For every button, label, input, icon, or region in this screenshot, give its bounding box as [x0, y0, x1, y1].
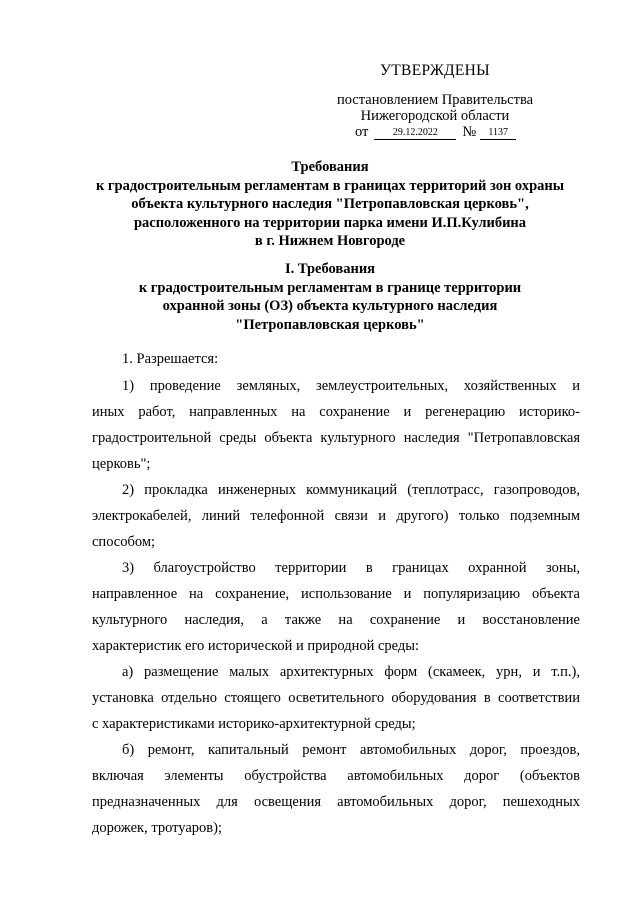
paragraph-line: электрокабелей, линий телефонной связи и другого) только подземным — [92, 508, 580, 524]
paragraph-line: церковь"; — [92, 456, 151, 472]
main-heading-line: Требования — [291, 159, 369, 175]
section-heading-line: к градостроительным регламентам в границе территории — [138, 279, 522, 296]
paragraph-line: 3) благоустройство территории в границах охранной зоны, — [122, 560, 580, 576]
paragraph-1 — [92, 373, 580, 399]
section-heading-line: охранной зоны (ОЗ) объекта культурного наследия — [162, 298, 498, 314]
paragraph-line: включая элементы обустройства автомобильных дорог (объектов — [92, 768, 580, 784]
paragraph-line: иных работ, направленных на сохранение и регенерацию историко- — [92, 404, 580, 420]
approval-number: 1137 — [480, 127, 516, 140]
section-heading — [60, 260, 600, 334]
paragraph-line: способом; — [92, 534, 156, 550]
paragraph-line: культурного наследия, а также на сохранение и восстановление — [92, 612, 580, 628]
paragraph-line: направленное на сохранение, использование и популяризацию объекта — [92, 586, 580, 602]
section-heading-line: I. Требования — [284, 261, 376, 277]
approval-title: УТВЕРЖДЕНЫ — [380, 62, 490, 79]
paragraph-3 — [92, 555, 580, 659]
approval-date: 29.12.2022 — [374, 127, 456, 140]
main-heading-line: расположенного на территории парка имени И.П.Кулибина — [133, 214, 527, 231]
approval-line-2: Нижегородской области — [360, 108, 510, 124]
approval-line-1: постановлением Правительства — [336, 92, 534, 108]
paragraph-line: с характеристиками историко-архитектурной среды; — [92, 716, 416, 732]
item-1 — [92, 346, 580, 372]
paragraph-line: характеристик его исторической и природной среды: — [92, 638, 420, 654]
paragraph-a — [92, 659, 580, 737]
paragraph-line: предназначенных для освещения автомобильных дорог, пешеходных — [92, 794, 580, 810]
paragraph-2 — [92, 477, 580, 555]
approval-date-row — [355, 124, 516, 141]
main-heading-line: к градостроительным регламентам в границах территорий зон охраны — [95, 177, 565, 194]
paragraph-line: дорожек, тротуаров); — [92, 820, 222, 836]
paragraph-line: 1. Разрешается: — [122, 351, 219, 367]
date-prefix: от — [355, 124, 369, 140]
paragraph-line: 1) проведение земляных, землеустроительных, хозяйственных и — [122, 378, 580, 394]
main-heading-line: объекта культурного наследия "Петропавловская церковь", — [131, 196, 529, 212]
main-heading — [60, 158, 600, 251]
paragraph-line: б) ремонт, капитальный ремонт автомобильных дорог, проездов, — [122, 742, 580, 758]
paragraph-line: а) размещение малых архитектурных форм (скамеек, урн, и т.п.), — [122, 664, 580, 680]
section-heading-line: "Петропавловская церковь" — [235, 316, 425, 333]
main-heading-line: в г. Нижнем Новгороде — [254, 233, 406, 249]
paragraph-1-cont — [92, 399, 580, 477]
paragraph-line: градостроительной среды объекта культурного наследия "Петропавловская — [92, 430, 580, 446]
number-sign: № — [462, 124, 477, 140]
paragraph-line: 2) прокладка инженерных коммуникаций (теплотрасс, газопроводов, — [122, 482, 580, 498]
paragraph-b — [92, 737, 580, 841]
paragraph-line: установка отдельно стоящего осветительного оборудования в соответствии — [92, 690, 580, 706]
